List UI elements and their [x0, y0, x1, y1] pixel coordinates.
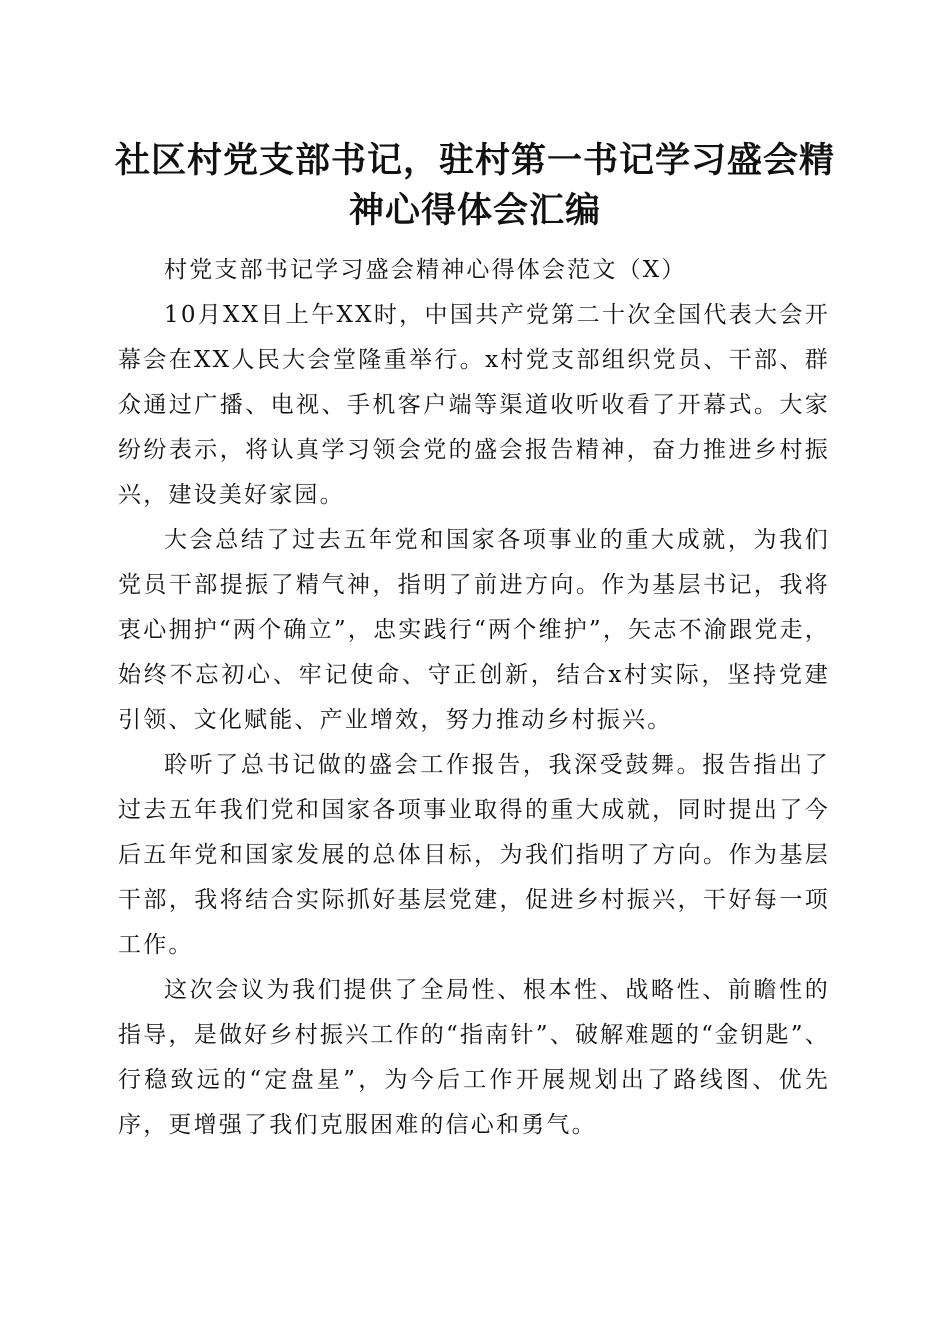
section-subheading: 村党支部书记学习盛会精神心得体会范文（X） — [164, 257, 687, 283]
paragraph-4: 这次会议为我们提供了全局性、根本性、战略性、前瞻性的指导，是做好乡村振兴工作的“指南针”、破解难题的“金钥匙”、行稳致远的“定盘星”，为今后工作开展规划出了路线图、优先序，更增强了我们克服困难的信心和勇气。 — [118, 977, 830, 1138]
title-line-2: 神心得体会汇编 — [348, 191, 601, 231]
title-line-1: 社区村党支部书记，驻村第一书记学习盛会精 — [114, 141, 835, 181]
paragraph-2: 大会总结了过去五年党和国家各项事业的重大成就，为我们党员干部提振了精气神，指明了前进方向。作为基层书记，我将衷心拥护“两个确立”，忠实践行“两个维护”，矢志不渝跟党走，始终不忘初心、牢记使命、守正创新，结合x村实际，坚持党建引领、文化赋能、产业增效，努力推动乡村振兴。 — [118, 527, 830, 733]
document-body — [118, 248, 830, 1148]
paragraph-3: 聆听了总书记做的盛会工作报告，我深受鼓舞。报告指出了过去五年我们党和国家各项事业取得的重大成就，同时提出了今后五年党和国家发展的总体目标，为我们指明了方向。作为基层干部，我将结合实际抓好基层党建，促进乡村振兴，干好每一项工作。 — [118, 752, 830, 958]
paragraph-1: 10月XX日上午XX时，中国共产党第二十次全国代表大会开幕会在XX人民大会堂隆重举行。x村党支部组织党员、干部、群众通过广播、电视、手机客户端等渠道收听收看了开幕式。大家纷纷表示，将认真学习领会党的盛会报告精神，奋力推进乡村振兴，建设美好家园。 — [118, 302, 830, 508]
document-title — [100, 136, 850, 236]
